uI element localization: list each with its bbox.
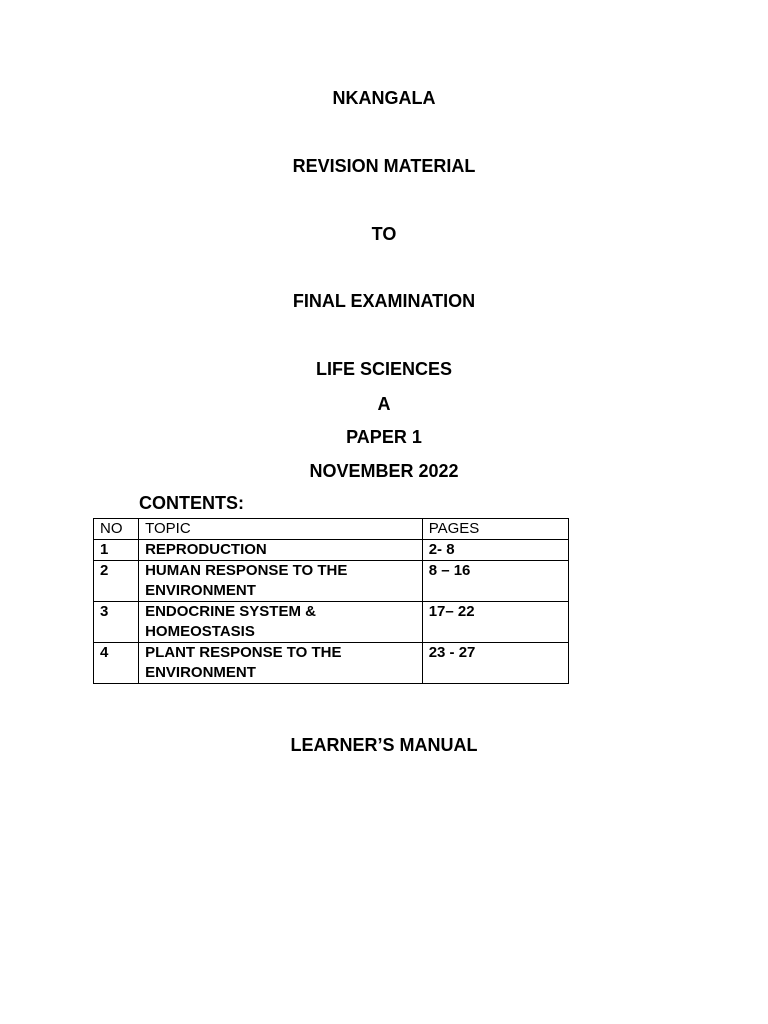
column-header-no: NO — [94, 519, 139, 540]
table-row — [94, 561, 569, 602]
row-no: 3 — [94, 602, 139, 643]
paper-number: PAPER 1 — [346, 427, 422, 447]
column-header-pages: PAGES — [422, 519, 568, 540]
row-topic: HUMAN RESPONSE TO THE ENVIRONMENT — [139, 561, 423, 602]
table-row — [94, 602, 569, 643]
contents-table — [93, 518, 569, 684]
row-no: 1 — [94, 540, 139, 561]
exam-date: NOVEMBER 2022 — [309, 461, 459, 481]
row-no: 4 — [94, 643, 139, 684]
row-no: 2 — [94, 561, 139, 602]
row-pages: 23 - 27 — [422, 643, 568, 684]
contents-heading: CONTENTS: — [139, 493, 244, 513]
row-pages: 17– 22 — [422, 602, 568, 643]
to-line: TO — [371, 224, 397, 244]
table-header-row — [94, 519, 569, 540]
district-title: NKANGALA — [332, 88, 436, 108]
exam-title: FINAL EXAMINATION — [292, 291, 476, 311]
subject-title: LIFE SCIENCES — [315, 359, 453, 379]
material-title: REVISION MATERIAL — [292, 156, 476, 176]
table-row — [94, 540, 569, 561]
learners-manual-title: LEARNER’S MANUAL — [290, 735, 478, 755]
table-row — [94, 643, 569, 684]
row-topic: ENDOCRINE SYSTEM & HOMEOSTASIS — [139, 602, 423, 643]
row-pages: 2- 8 — [422, 540, 568, 561]
column-header-topic: TOPIC — [139, 519, 423, 540]
row-pages: 8 – 16 — [422, 561, 568, 602]
row-topic: REPRODUCTION — [139, 540, 423, 561]
section-letter: A — [377, 394, 391, 414]
row-topic: PLANT RESPONSE TO THE ENVIRONMENT — [139, 643, 423, 684]
